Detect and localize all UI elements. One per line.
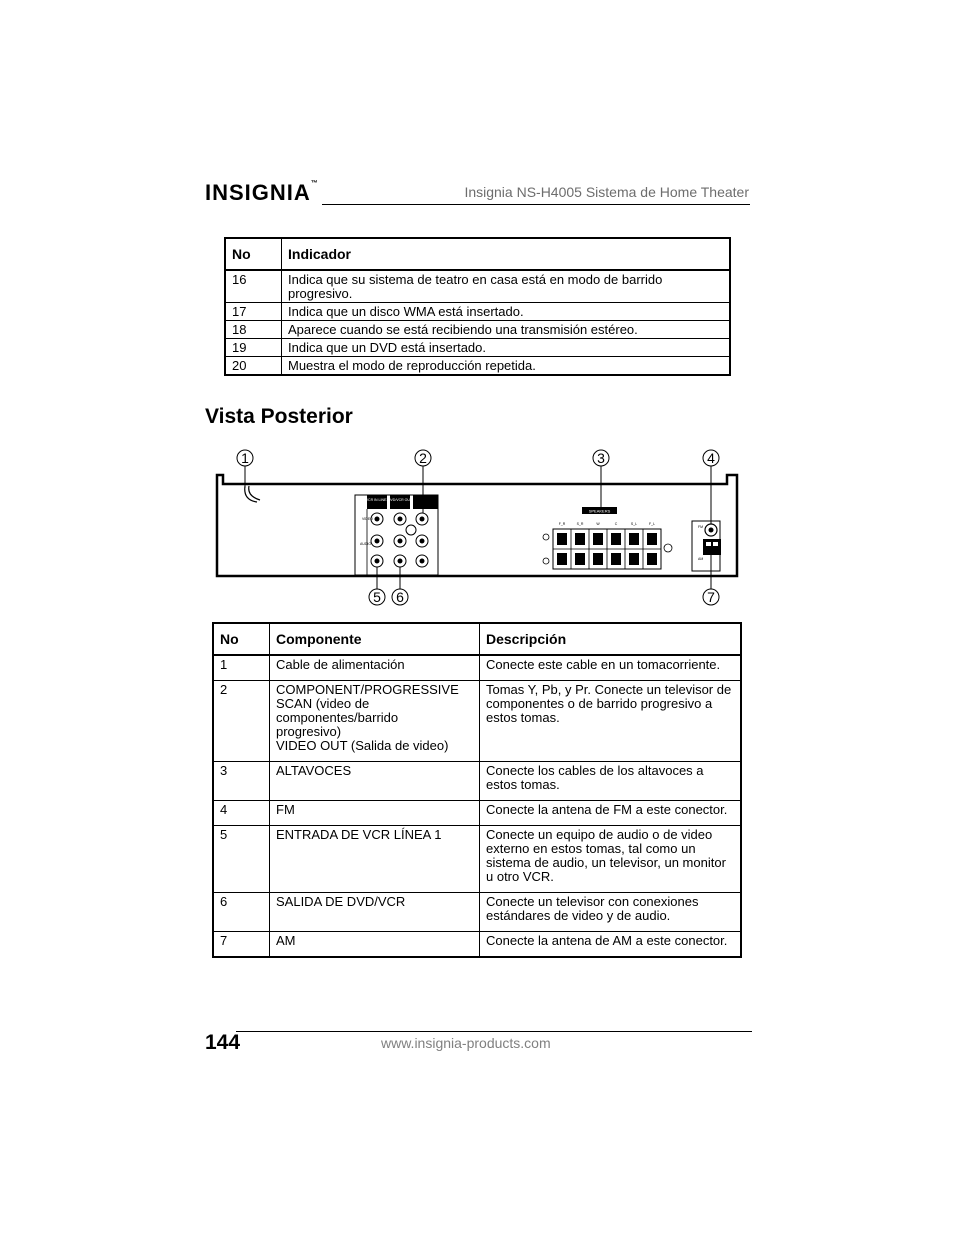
table-row [213, 801, 741, 826]
label-speakers: SPEAKERS [588, 508, 611, 514]
row-number: 19 [225, 339, 282, 357]
footer-url[interactable]: www.insignia-products.com [381, 1035, 551, 1051]
page-number: 144 [205, 1031, 241, 1054]
label-channel-sl: S_L [630, 522, 638, 526]
table-row [213, 826, 741, 893]
row-number: 17 [225, 303, 282, 321]
logo-trademark: ™ [310, 180, 318, 187]
label-channel-fl: F_L [648, 522, 656, 526]
label-channel-w: W [596, 522, 600, 526]
callout-5 [369, 589, 385, 605]
footer-rule [236, 1031, 752, 1032]
table-row [225, 270, 730, 303]
speaker-terminals [543, 507, 672, 569]
component-table [212, 622, 742, 958]
av-jack-block [355, 495, 438, 575]
row-description: Conecte un equipo de audio o de video externo en estos tomas, tal como un sistema de audio, un televisor, un monitor u otro VCR. [480, 826, 742, 893]
table-row [225, 339, 730, 357]
antenna-block [692, 521, 721, 571]
label-audio: AUDIO [360, 542, 372, 546]
row-component: Cable de alimentación [270, 655, 480, 681]
row-description: Conecte la antena de FM a este conector. [480, 801, 742, 826]
callout-4 [703, 450, 719, 466]
callout-7 [703, 589, 719, 605]
label-video: VIDEO [362, 517, 373, 521]
row-description: Indica que un DVD está insertado. [282, 339, 731, 357]
header-componente: Componente [270, 623, 480, 655]
chassis-outline [217, 475, 737, 576]
table-row [225, 321, 730, 339]
callout-2-label: 2 [419, 450, 427, 466]
row-number: 7 [213, 932, 270, 958]
header-rule [322, 204, 750, 205]
indicator-table [224, 237, 731, 376]
table-row [213, 655, 741, 681]
callout-6-label: 6 [396, 589, 404, 605]
row-description: Conecte este cable en un tomacorriente. [480, 655, 742, 681]
table-row [213, 893, 741, 932]
row-component: FM [270, 801, 480, 826]
row-number: 16 [225, 270, 282, 303]
label-am: AM [698, 557, 704, 561]
callout-4-label: 4 [707, 450, 715, 466]
row-description: Muestra el modo de reproducción repetida. [282, 357, 731, 376]
callout-6 [392, 589, 408, 605]
header-descripcion: Descripción [480, 623, 742, 655]
table-row [225, 303, 730, 321]
rear-panel-diagram [205, 440, 750, 615]
row-component: SALIDA DE DVD/VCR [270, 893, 480, 932]
row-number: 5 [213, 826, 270, 893]
row-number: 2 [213, 681, 270, 762]
row-component: COMPONENT/PROGRESSIVE SCAN (video de componentes/barrido progresivo) VIDEO OUT (Salida de video) [270, 681, 480, 762]
row-number: 3 [213, 762, 270, 801]
header-indicador: Indicador [282, 238, 731, 270]
table-row [213, 681, 741, 762]
callout-3-label: 3 [597, 450, 605, 466]
callout-1-label: 1 [241, 450, 249, 466]
table-row [225, 357, 730, 376]
section-title: Vista Posterior [205, 405, 353, 428]
row-description: Indica que su sistema de teatro en casa está en modo de barrido progresivo. [282, 270, 731, 303]
row-description: Conecte un televisor con conexiones estándares de video y de audio. [480, 893, 742, 932]
row-number: 20 [225, 357, 282, 376]
row-component: ALTAVOCES [270, 762, 480, 801]
label-vcr-in: VCR IN LINE1 [365, 498, 389, 502]
logo-text: INSIGNIA [205, 180, 311, 205]
table-row [213, 932, 741, 958]
power-cord [245, 486, 260, 502]
label-channel-fr: F_R [558, 522, 566, 526]
header-no: No [213, 623, 270, 655]
callout-5-label: 5 [373, 589, 381, 605]
row-number: 6 [213, 893, 270, 932]
row-description: Conecte los cables de los altavoces a estos tomas. [480, 762, 742, 801]
table-header-row [225, 238, 730, 270]
row-component: AM [270, 932, 480, 958]
callout-2 [415, 450, 431, 466]
table-header-row [213, 623, 741, 655]
row-description: Indica que un disco WMA está insertado. [282, 303, 731, 321]
row-number: 18 [225, 321, 282, 339]
label-fm: FM [698, 525, 704, 529]
row-description: Aparece cuando se está recibiendo una transmisión estéreo. [282, 321, 731, 339]
insignia-logo [205, 180, 318, 206]
row-number: 1 [213, 655, 270, 681]
header-no: No [225, 238, 282, 270]
label-channel-c: C [614, 522, 618, 526]
label-channel-sr: S_R [576, 522, 584, 526]
callout-7-label: 7 [707, 589, 715, 605]
row-number: 4 [213, 801, 270, 826]
row-component: ENTRADA DE VCR LÍNEA 1 [270, 826, 480, 893]
table-row [213, 762, 741, 801]
header-title: Insignia NS-H4005 Sistema de Home Theater [464, 184, 749, 200]
label-dvd-vcr-out: DVD/VCR OUT [387, 498, 413, 502]
row-description: Conecte la antena de AM a este conector. [480, 932, 742, 958]
callout-3 [593, 450, 609, 466]
callout-1 [237, 450, 253, 466]
row-description: Tomas Y, Pb, y Pr. Conecte un televisor de componentes o de barrido progresivo a estos tomas. [480, 681, 742, 762]
